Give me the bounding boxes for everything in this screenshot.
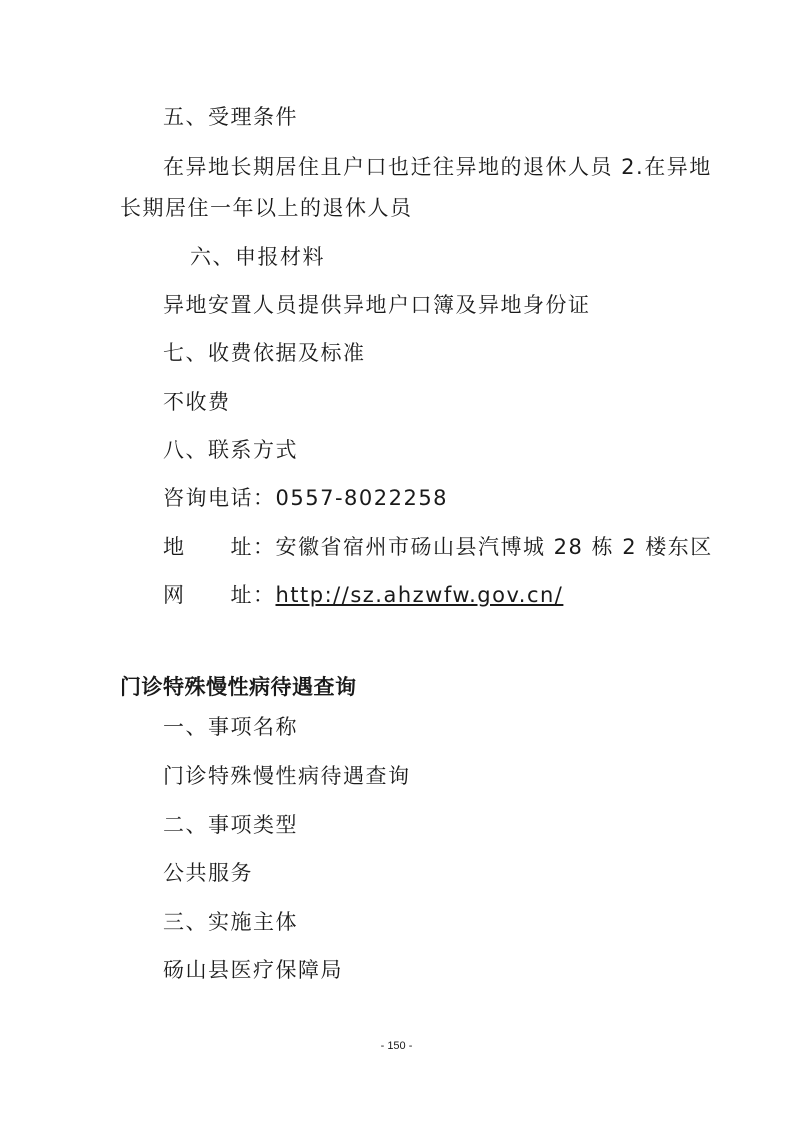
item3-heading: 三、实施主体 bbox=[163, 910, 298, 934]
item6-heading: 六、申报材料 bbox=[190, 245, 325, 269]
item5-heading: 五、受理条件 bbox=[163, 105, 298, 129]
address-row bbox=[163, 537, 713, 558]
item6-body: 异地安置人员提供异地户口簿及异地身份证 bbox=[163, 293, 591, 317]
item1-heading: 一、事项名称 bbox=[163, 715, 298, 739]
item2-heading: 二、事项类型 bbox=[163, 813, 298, 837]
item8-heading: 八、联系方式 bbox=[163, 438, 298, 462]
section-title: 门诊特殊慢性病待遇查询 bbox=[120, 675, 357, 699]
phone-value: 0557-8022258 bbox=[275, 486, 449, 510]
item2-body: 公共服务 bbox=[163, 861, 253, 885]
item5-body-line1: 在异地长期居住且户口也迁往异地的退休人员 2.在异地 bbox=[163, 155, 712, 179]
page-number: - 150 - bbox=[380, 1040, 413, 1052]
website-label: 网 址： bbox=[163, 583, 276, 607]
item3-body: 砀山县医疗保障局 bbox=[163, 958, 343, 982]
phone-row bbox=[163, 488, 448, 509]
item1-body: 门诊特殊慢性病待遇查询 bbox=[163, 764, 411, 788]
website-link[interactable]: http://sz.ahzwfw.gov.cn/ bbox=[275, 583, 564, 607]
website-row bbox=[163, 585, 563, 606]
item7-heading: 七、收费依据及标准 bbox=[163, 341, 366, 365]
phone-label: 咨询电话： bbox=[163, 486, 276, 510]
address-value: 安徽省宿州市砀山县汽博城 28 栋 2 楼东区 bbox=[275, 535, 713, 559]
address-label: 地 址： bbox=[163, 535, 276, 559]
item5-body-line2: 长期居住一年以上的退休人员 bbox=[120, 196, 413, 220]
item7-body: 不收费 bbox=[163, 390, 231, 414]
